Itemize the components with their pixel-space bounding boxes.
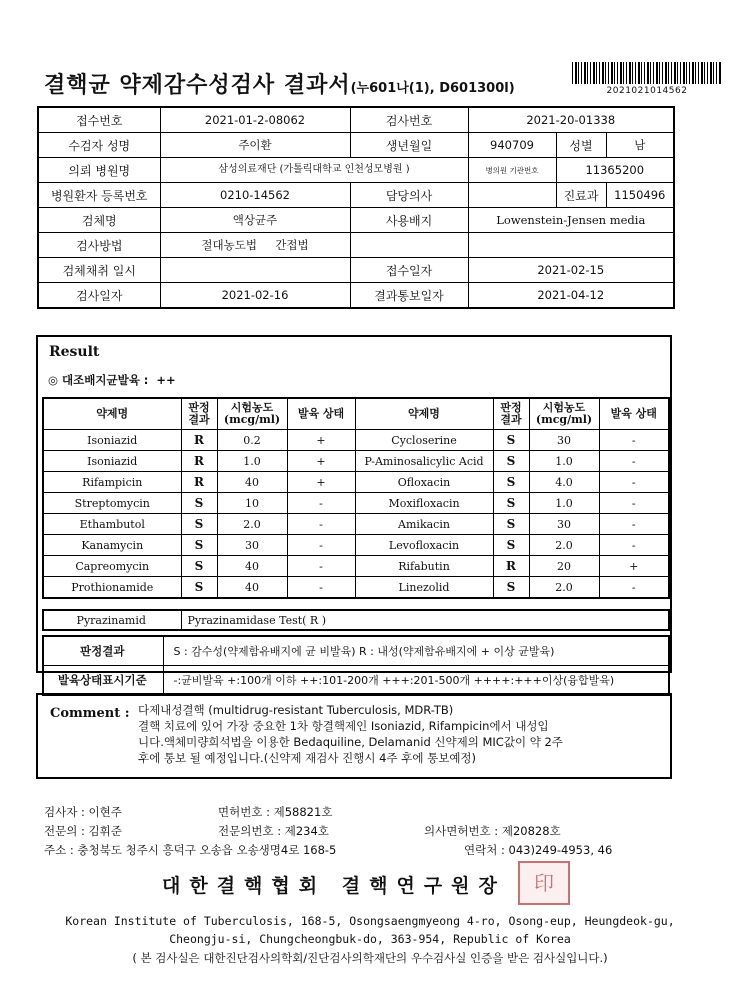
drug-result: R: [181, 472, 217, 493]
doctor-license-value: 제20828호: [501, 824, 561, 838]
drug-concentration: 1.0: [529, 451, 599, 472]
drug-row: [43, 556, 669, 577]
drug-growth: -: [599, 472, 669, 493]
specialist-name: 김휘준: [88, 824, 122, 838]
pyrazinamide-row: [42, 609, 670, 631]
receipt-date: 2021-02-15: [468, 258, 674, 283]
method: [160, 233, 350, 258]
drug-row: [43, 472, 669, 493]
specialist-label: 전문의 :: [44, 824, 85, 838]
comment-label: Comment :: [50, 706, 130, 721]
patient-reg: 0210-14562: [160, 183, 350, 208]
contact-label: 연락처 :: [464, 843, 505, 857]
report-date-label: 결과통보일자: [350, 283, 468, 309]
drug-name: Levofloxacin: [355, 535, 493, 556]
license-label: 면허번호 :: [218, 805, 270, 819]
drug-name: Capreomycin: [43, 556, 181, 577]
english-address-line: Cheongju-si, Chungcheongbuk-do, 363-954, Republic of Korea: [169, 932, 571, 946]
legend-judgement-label: 판정결과: [43, 636, 163, 666]
drug-concentration: 40: [217, 472, 287, 493]
drug-growth: -: [599, 493, 669, 514]
drug-result: S: [181, 577, 217, 599]
drug-row: [43, 535, 669, 556]
drug-growth: +: [599, 556, 669, 577]
drug-name: Cycloserine: [355, 430, 493, 451]
address-label: 주소 :: [44, 843, 74, 857]
drug-concentration: 4.0: [529, 472, 599, 493]
empty-cell: [468, 233, 674, 258]
drug-growth: -: [287, 556, 355, 577]
specimen-label: 검체명: [38, 208, 160, 233]
comment-line: 결핵 치료에 있어 가장 중요한 1차 항결핵제인 Isoniazid, Rifampicin에서 내성입: [138, 719, 549, 733]
drug-row: [43, 514, 669, 535]
drug-result: S: [181, 514, 217, 535]
specialist-no-label: 전문의번호 :: [218, 824, 282, 838]
drug-concentration: 30: [529, 514, 599, 535]
test-no: 2021-20-01338: [468, 107, 674, 133]
drug-growth: -: [599, 577, 669, 599]
tester-name: 이현주: [88, 805, 122, 819]
medium-label: 사용배지: [350, 208, 468, 233]
patient-name: 주이환: [160, 133, 350, 158]
title-text: 결핵균 약제감수성검사 결과서: [44, 73, 351, 98]
drug-row: [43, 493, 669, 514]
medium: Lowenstein-Jensen media: [468, 208, 674, 233]
drug-growth: -: [287, 577, 355, 599]
organization-name: 대한결핵협회 결핵연구원장: [162, 875, 506, 897]
drug-concentration: 40: [217, 577, 287, 599]
drug-concentration: 30: [529, 430, 599, 451]
drug-concentration: 2.0: [529, 535, 599, 556]
specialist-no: [218, 823, 329, 839]
sex-label: 성별: [556, 133, 606, 158]
control-growth: [48, 372, 176, 388]
drug-name: P-Aminosalicylic Acid: [355, 451, 493, 472]
drug-name: Isoniazid: [43, 451, 181, 472]
method-2: 간접법: [275, 238, 309, 252]
legend-growth-text: -:균비발육 +:100개 이하 ++:101-200개 +++:201-500개 ++++:+++이상(융합발육): [163, 666, 669, 696]
collect: [160, 258, 350, 283]
patient-info-table: [37, 106, 675, 309]
drug-row: [43, 451, 669, 472]
certification-note: ( 본 검사실은 대한진단검사의학회/진단검사의학재단의 우수검사실 인증을 받은 검사실입니다.): [132, 951, 608, 965]
method-label: 검사방법: [38, 233, 160, 258]
drug-concentration: 30: [217, 535, 287, 556]
drug-concentration: 1.0: [529, 493, 599, 514]
tester-label: 검사자 :: [44, 805, 85, 819]
doctor: [468, 183, 556, 208]
drug-result: S: [493, 535, 529, 556]
test-no-label: 검사번호: [350, 107, 468, 133]
drug-concentration: 20: [529, 556, 599, 577]
test-date-label: 검사일자: [38, 283, 160, 309]
address: [44, 842, 336, 858]
doctor-license: [424, 823, 561, 839]
header-growth: 발육 상태: [599, 398, 669, 430]
method-1: 절대농도법: [201, 238, 257, 252]
drug-growth: -: [599, 430, 669, 451]
empty-cell: [350, 233, 468, 258]
drug-result: S: [493, 577, 529, 599]
drug-growth: -: [287, 535, 355, 556]
header-concentration: 시험농도 (mcg/ml): [529, 398, 599, 430]
drug-name: Streptomycin: [43, 493, 181, 514]
header-growth: 발육 상태: [287, 398, 355, 430]
header-judgement: 판정 결과: [181, 398, 217, 430]
drug-name: Rifampicin: [43, 472, 181, 493]
specimen: 액상균주: [160, 208, 350, 233]
drug-result: S: [181, 535, 217, 556]
hospital: 삼성의료재단 (가톨릭대학교 인천성모병원 ): [160, 158, 468, 183]
drug-result: S: [493, 430, 529, 451]
drug-growth: -: [599, 451, 669, 472]
drug-row: [43, 577, 669, 599]
receipt-no: 2021-01-2-08062: [160, 107, 350, 133]
pza-value: Pyrazinamidase Test( R ): [181, 610, 669, 630]
drug-concentration: 10: [217, 493, 287, 514]
birth: 940709: [468, 133, 556, 158]
collect-label: 검체채취 일시: [38, 258, 160, 283]
patient-name-label: 수검자 성명: [38, 133, 160, 158]
receipt-date-label: 접수일자: [350, 258, 468, 283]
license-no: 제58821호: [273, 805, 333, 819]
control-growth-label: ◎ 대조배지균발육 :: [48, 373, 149, 387]
document-title: [44, 68, 515, 99]
header-judgement: 판정 결과: [493, 398, 529, 430]
drug-result: S: [181, 493, 217, 514]
hospital-code: 11365200: [556, 158, 674, 183]
dept-label: 진료과: [556, 183, 606, 208]
receipt-no-label: 접수번호: [38, 107, 160, 133]
drug-name: Linezolid: [355, 577, 493, 599]
birth-label: 생년월일: [350, 133, 468, 158]
header-drug: 약제명: [355, 398, 493, 430]
license: [218, 804, 332, 820]
dept: 1150496: [606, 183, 674, 208]
drug-growth: -: [599, 535, 669, 556]
report-date: 2021-04-12: [468, 283, 674, 309]
header-drug: 약제명: [43, 398, 181, 430]
address-value: 충청북도 청주시 흥덕구 오송읍 오송생명4로 168-5: [77, 843, 337, 857]
drug-concentration: 1.0: [217, 451, 287, 472]
drug-growth: -: [599, 514, 669, 535]
hospital-label: 의뢰 병원명: [38, 158, 160, 183]
english-address-line: Korean Institute of Tuberculosis, 168-5, Osongsaengmyeong 4-ro, Osong-eup, Heungdeok-gu,: [65, 914, 675, 928]
barcode: [572, 62, 722, 84]
sex: 남: [606, 133, 674, 158]
title-code: (누601나(1), D601300l): [350, 81, 515, 96]
comment-line: 니다.액체미량희석법을 이용한 Bedaquiline, Delamanid 신약제의 MIC값이 약 2주: [138, 735, 563, 749]
legend-table: [42, 635, 670, 696]
drug-result: R: [181, 430, 217, 451]
drug-name: Isoniazid: [43, 430, 181, 451]
drug-result: S: [493, 472, 529, 493]
drug-result: R: [181, 451, 217, 472]
drug-result: S: [181, 556, 217, 577]
drug-name: Moxifloxacin: [355, 493, 493, 514]
drug-result: S: [493, 451, 529, 472]
hospital-code-label: 병의원 기관번호: [468, 158, 556, 183]
test-date: 2021-02-16: [160, 283, 350, 309]
tester: [44, 804, 122, 820]
header-concentration: 시험농도 (mcg/ml): [217, 398, 287, 430]
drug-name: Prothionamide: [43, 577, 181, 599]
contact-value: 043)249-4953, 46: [508, 843, 613, 857]
specialist: [44, 823, 122, 839]
official-seal: 印: [518, 861, 570, 905]
drug-result: R: [493, 556, 529, 577]
comment-line: 후에 통보 될 예정입니다.(신약제 재검사 진행시 4주 후에 통보예정): [138, 751, 477, 765]
drug-growth: +: [287, 451, 355, 472]
drug-result: S: [493, 514, 529, 535]
drug-row: [43, 430, 669, 451]
barcode-number: 20210210145​62: [606, 86, 688, 96]
legend-judgement-text: S : 감수성(약제함유배지에 균 비발육) R : 내성(약제함유배지에 + 이상 균발육): [163, 636, 669, 666]
contact: [464, 842, 612, 858]
drug-growth: +: [287, 430, 355, 451]
drug-concentration: 2.0: [217, 514, 287, 535]
drug-susceptibility-table: [42, 397, 670, 599]
specialist-no-value: 제234호: [284, 824, 329, 838]
drug-name: Rifabutin: [355, 556, 493, 577]
doctor-license-label: 의사면허번호 :: [424, 824, 499, 838]
drug-name: Ethambutol: [43, 514, 181, 535]
drug-concentration: 0.2: [217, 430, 287, 451]
drug-concentration: 40: [217, 556, 287, 577]
drug-concentration: 2.0: [529, 577, 599, 599]
result-title: Result: [49, 344, 100, 360]
doctor-label: 담당의사: [350, 183, 468, 208]
legend-growth-label: 발육상태표시기준: [43, 666, 163, 696]
patient-reg-label: 병원환자 등록번호: [38, 183, 160, 208]
drug-name: Ofloxacin: [355, 472, 493, 493]
drug-growth: -: [287, 514, 355, 535]
drug-growth: +: [287, 472, 355, 493]
drug-name: Kanamycin: [43, 535, 181, 556]
control-growth-value: ++: [156, 373, 176, 387]
drug-name: Amikacin: [355, 514, 493, 535]
comment-line: 다제내성결핵 (multidrug-resistant Tuberculosis, MDR-TB): [138, 703, 454, 717]
drug-growth: -: [287, 493, 355, 514]
drug-result: S: [493, 493, 529, 514]
pza-label: Pyrazinamid: [43, 610, 181, 630]
